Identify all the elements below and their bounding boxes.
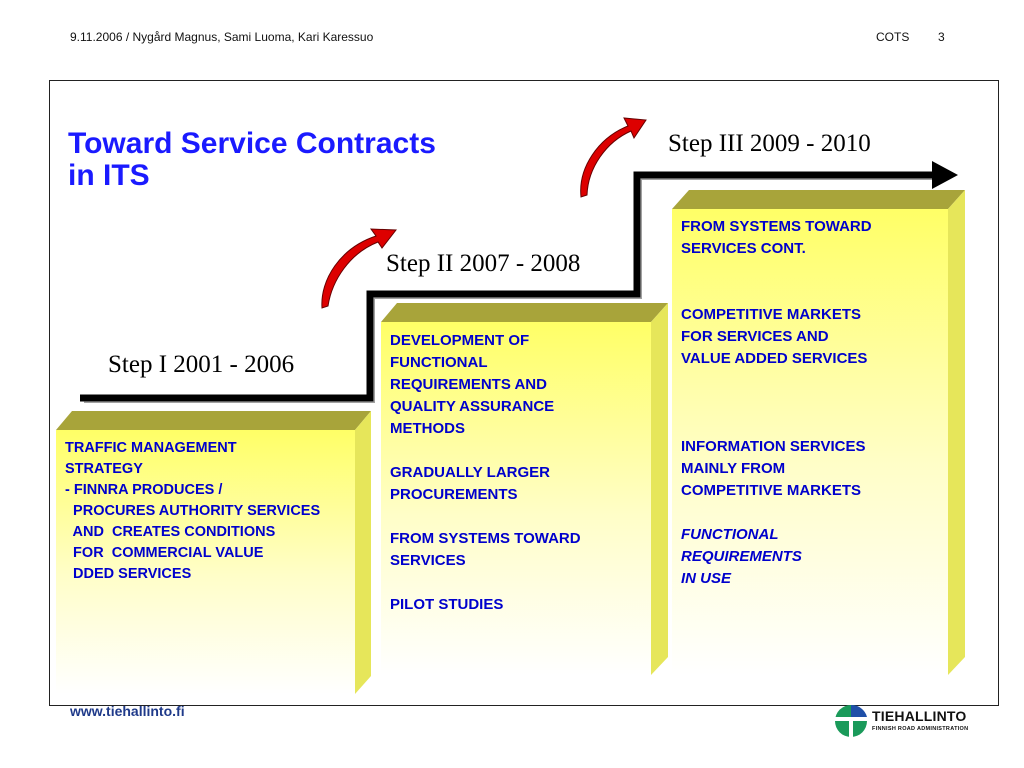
card-line: AND CREATES CONDITIONS — [65, 524, 276, 540]
card-3-side-bevel — [948, 190, 965, 675]
card-line: FROM SYSTEMS TOWARD — [681, 218, 872, 235]
staircase-arrowhead — [932, 161, 958, 189]
card-line: PILOT STUDIES — [390, 596, 504, 613]
step-2-label: Step II 2007 - 2008 — [386, 250, 581, 277]
card-line: TRAFFIC MANAGEMENT — [65, 440, 237, 456]
step-1-label: Step I 2001 - 2006 — [108, 351, 295, 378]
card-line: FOR SERVICES AND — [681, 328, 829, 345]
card-line: FROM SYSTEMS TOWARD — [390, 530, 581, 547]
card-line: FUNCTIONAL — [390, 354, 488, 371]
title-line-2: in ITS — [68, 159, 150, 192]
card-line: FUNCTIONAL — [681, 526, 779, 543]
step-1-card — [56, 430, 355, 694]
logo-subtitle: FINNISH ROAD ADMINISTRATION — [872, 726, 969, 732]
step-2-card — [381, 322, 651, 675]
card-line: VALUE ADDED SERVICES — [681, 350, 868, 367]
card-line: COMPETITIVE MARKETS — [681, 306, 862, 323]
card-line: COMPETITIVE MARKETS — [681, 482, 862, 499]
card-line: PROCURES AUTHORITY SERVICES — [65, 503, 321, 519]
card-line: - FINNRA PRODUCES / — [65, 482, 223, 498]
header-cots: COTS — [876, 30, 910, 44]
card-line: IN USE — [681, 570, 732, 587]
card-line: DEVELOPMENT OF — [390, 332, 530, 349]
card-line: REQUIREMENTS — [681, 548, 802, 565]
card-line: SERVICES — [390, 552, 466, 569]
card-line: STRATEGY — [65, 461, 143, 477]
card-2-top-bevel — [381, 303, 668, 322]
card-line: GRADUALLY LARGER — [390, 464, 551, 481]
tiehallinto-logo-icon — [833, 703, 869, 739]
site-url-link[interactable]: www.tiehallinto.fi — [70, 703, 185, 719]
card-1-side-bevel — [355, 411, 371, 694]
card-line: MAINLY FROM — [681, 460, 786, 477]
card-line: FOR COMMERCIAL VALUE — [65, 545, 264, 561]
card-line: METHODS — [390, 420, 465, 437]
card-2-side-bevel — [651, 303, 668, 675]
logo-name: TIEHALLINTO — [872, 708, 967, 724]
card-line: INFORMATION SERVICES — [681, 438, 866, 455]
card-line: PROCUREMENTS — [390, 486, 518, 503]
card-line: SERVICES CONT. — [681, 240, 806, 257]
card-1-top-bevel — [56, 411, 371, 430]
title-line-1: Toward Service Contracts — [68, 127, 436, 160]
page-number: 3 — [938, 30, 945, 44]
card-line: QUALITY ASSURANCE — [390, 398, 555, 415]
step-3-card — [672, 209, 948, 675]
step-3-label: Step III 2009 - 2010 — [668, 130, 871, 157]
header-meta: 9.11.2006 / Nygård Magnus, Sami Luoma, Kari Karessuo — [70, 30, 374, 44]
card-line: DDED SERVICES — [65, 566, 192, 582]
card-3-top-bevel — [672, 190, 965, 209]
card-line: REQUIREMENTS AND — [390, 376, 547, 393]
